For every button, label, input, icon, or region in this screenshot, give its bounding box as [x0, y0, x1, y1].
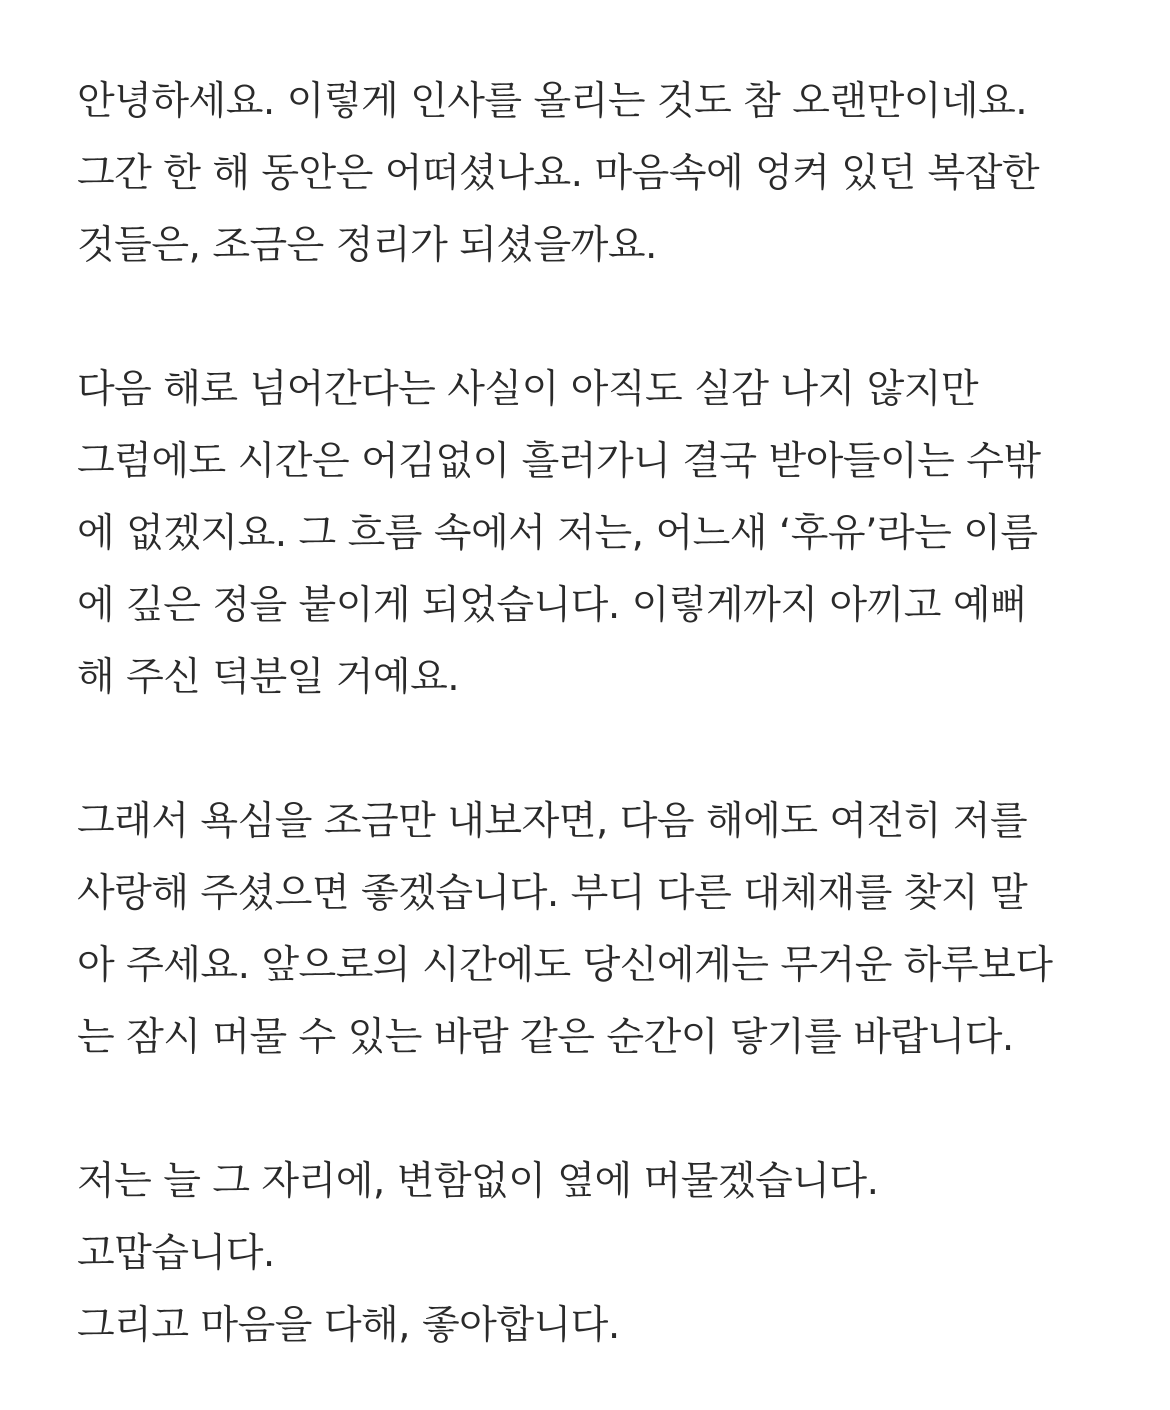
text-line: 안녕하세요. 이렇게 인사를 올리는 것도 참 오랜만이네요. [77, 79, 1028, 124]
text-line: 에 깊은 정을 붙이게 되었습니다. 이렇게까지 아끼고 예뻐 [77, 583, 1028, 628]
text-line: 그래서 욕심을 조금만 내보자면, 다음 해에도 여전히 저를 [77, 799, 1028, 844]
paragraph-2 [77, 354, 1100, 714]
text-line: 그간 한 해 동안은 어떠셨나요. 마음속에 엉켜 있던 복잡한 [77, 151, 1040, 196]
text-line: 아 주세요. 앞으로의 시간에도 당신에게는 무거운 하루보다 [77, 943, 1053, 988]
text-line: 그럼에도 시간은 어김없이 흘러가니 결국 받아들이는 수밖 [77, 439, 1041, 484]
text-line: 것들은, 조금은 정리가 되셨을까요. [77, 223, 657, 268]
text-line: 그리고 마음을 다해, 좋아합니다. [77, 1303, 620, 1348]
text-line: 사랑해 주셨으면 좋겠습니다. 부디 다른 대체재를 찾지 말 [77, 871, 1028, 916]
text-line: 다음 해로 넘어간다는 사실이 아직도 실감 나지 않지만 [77, 367, 979, 412]
text-line: 고맙습니다. [77, 1231, 275, 1276]
text-line: 해 주신 덕분일 거예요. [77, 655, 460, 700]
paragraph-3 [77, 786, 1100, 1074]
paragraph-4 [77, 1146, 1100, 1362]
text-line: 에 없겠지요. 그 흐름 속에서 저는, 어느새 ‘후유’라는 이름 [77, 511, 1038, 556]
text-line: 저는 늘 그 자리에, 변함없이 옆에 머물겠습니다. [77, 1159, 879, 1204]
paragraph-1 [77, 66, 1100, 282]
text-line: 는 잠시 머물 수 있는 바람 같은 순간이 닿기를 바랍니다. [77, 1015, 1014, 1060]
